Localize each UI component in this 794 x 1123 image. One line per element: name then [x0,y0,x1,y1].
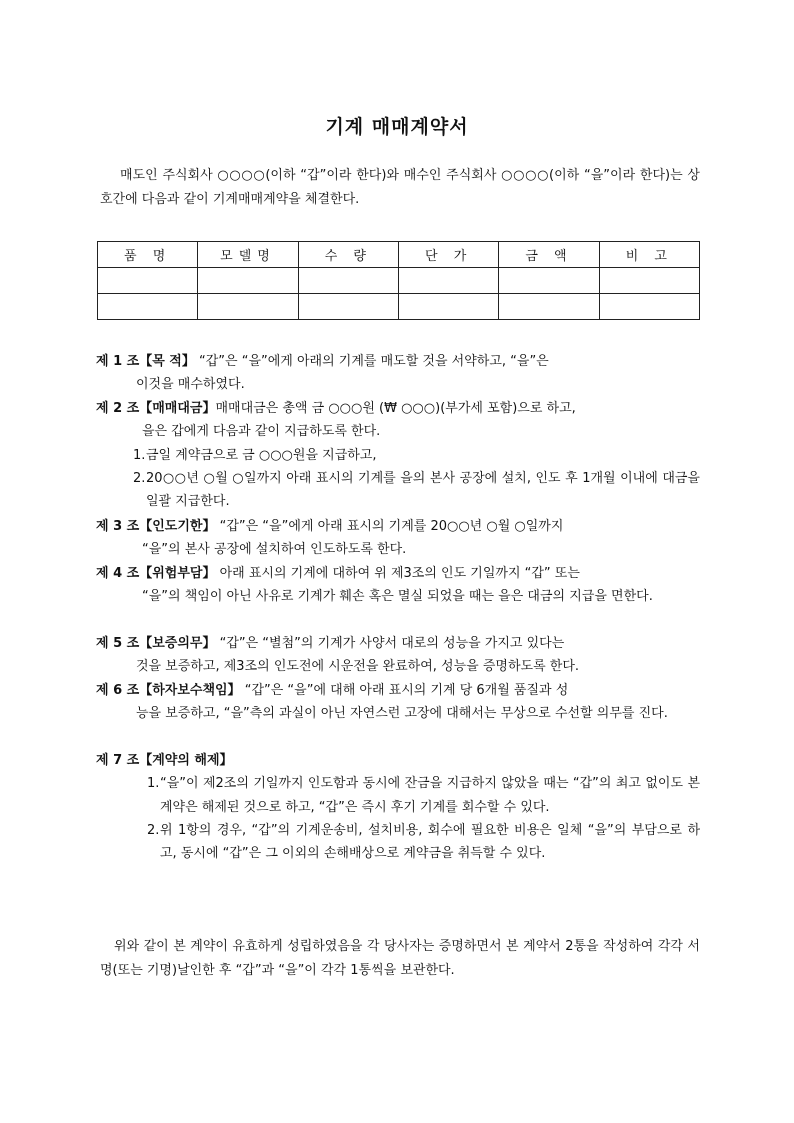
article-2-text: 매매대금은 총액 금 ○○○원 (₩ ○○○)(부가세 포함)으로 하고, [215,401,576,416]
article-3 [96,515,700,562]
document-title: 기계 매매계약서 [325,116,469,138]
table-cell [599,294,699,320]
article-4-heading: 제 4 조【위험부담】 [96,566,216,581]
article-1-continuation: 이것을 매수하였다. [136,377,245,393]
article-3-heading: 제 3 조【인도기한】 [96,519,216,534]
item-table [97,241,700,320]
table-cell [398,294,498,320]
header-remarks: 비 고 [599,242,699,268]
article-3-continuation: “을”의 본사 공장에 설치하여 인도하도록 한다. [142,542,407,558]
article-6-continuation: 능을 보증하고, “을”측의 과실이 아닌 자연스런 고장에 대해서는 무상으로 수선할 의무를 진다. [136,706,668,722]
article-2-heading: 제 2 조【매매대금】 [96,401,216,416]
header-item-name: 품 명 [98,242,198,268]
list-item: 2. 20○○년 ○월 ○일까지 아래 표시의 기계를 을의 본사 공장에 설치, 인도 후 1개월 이내에 대금을 일괄 지급한다. [133,470,700,510]
article-7-heading: 제 7 조【계약의 해제】 [96,753,233,768]
article-1-text: “갑”은 “을”에게 아래의 기계를 매도할 것을 서약하고, “을”은 [199,354,549,369]
article-6-heading: 제 6 조【하자보수책임】 [96,683,241,698]
article-1 [96,350,700,397]
header-unit-price: 단 가 [398,242,498,268]
table-row [98,268,700,294]
table-cell [499,294,599,320]
article-2-list [96,444,700,514]
table-row [98,294,700,320]
table-cell [298,268,398,294]
closing-paragraph: 위와 같이 본 계약이 유효하게 성립하였음을 각 당사자는 증명하면서 본 계약서 2통을 작성하여 각각 서명(또는 기명)날인한 후 “갑”과 “을”이 각각 1통씩을 보관한다. [100,939,700,978]
table-cell [98,268,198,294]
table-cell [198,268,298,294]
article-5 [96,632,700,679]
list-item: 1. “을”이 제2조의 기일까지 인도함과 동시에 잔금을 지급하지 않았을 때는 “갑”의 최고 없이도 본 계약은 해제된 것으로 하고, “갑”은 즉시 후기 기계를 회수할 수 있다. [147,776,700,815]
list-item: 1. 금일 계약금으로 금 ○○○원을 지급하고, [133,447,377,463]
table-cell [298,294,398,320]
header-amount: 금 액 [499,242,599,268]
table-cell [98,294,198,320]
article-7-list [96,772,700,865]
table-cell [398,268,498,294]
article-3-text: “갑”은 “을”에게 아래 표시의 기계를 20○○년 ○월 ○일까지 [219,519,564,534]
header-quantity: 수 량 [298,242,398,268]
article-5-continuation: 것을 보증하고, 제3조의 인도전에 시운전을 완료하여, 성능을 증명하도록 한다. [136,659,580,675]
article-1-heading: 제 1 조【목 적】 [96,354,195,369]
table-cell [499,268,599,294]
header-model: 모델명 [198,242,298,268]
article-4-continuation: “을”의 책임이 아닌 사유로 기계가 훼손 혹은 멸실 되었을 때는 을은 대금의 지급을 면한다. [142,589,653,605]
article-2 [96,397,700,513]
list-item: 2. 위 1항의 경우, “갑”의 기계운송비, 설치비용, 회수에 필요한 비용은 일체 “을”의 부담으로 하고, 동시에 “갑”은 그 이외의 손해배상으로 계약금을 취득할 수 있다. [147,822,700,862]
article-4-text: 아래 표시의 기계에 대하여 위 제3조의 인도 기일까지 “갑” 또는 [219,566,580,581]
intro-paragraph: 매도인 주식회사 ○○○○(이하 “갑”이라 한다)와 매수인 주식회사 ○○○○(이하 “을”이라 한다)는 상호간에 다음과 같이 기계매매계약을 체결한다. [100,168,700,207]
article-7 [96,749,700,865]
article-2-continuation: 을은 갑에게 다음과 같이 지급하도록 한다. [142,424,381,440]
article-5-text: “갑”은 “별첨”의 기계가 사양서 대로의 성능을 가지고 있다는 [219,636,565,651]
table-cell [198,294,298,320]
article-5-heading: 제 5 조【보증의무】 [96,636,216,651]
item-table-header-row [98,242,700,268]
table-cell [599,268,699,294]
article-4 [96,562,700,609]
article-6-text: “갑”은 “을”에 대해 아래 표시의 기계 당 6개월 품질과 성 [244,683,569,698]
article-6 [96,679,700,726]
